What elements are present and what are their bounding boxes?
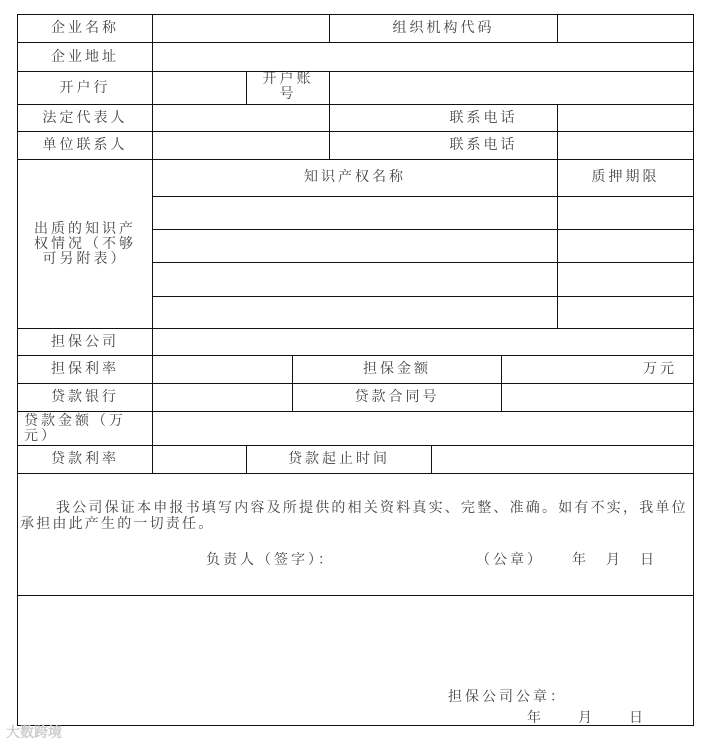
field-loan-bank[interactable] (152, 383, 293, 412)
field-phone-2[interactable] (557, 131, 694, 160)
label-loan-period: 贷款起止时间 (246, 445, 432, 474)
field-phone-1[interactable] (557, 104, 694, 132)
field-guarantee-amount[interactable] (501, 355, 694, 384)
label-guarantor: 担保公司 (17, 328, 153, 356)
header-pledge-term: 质押期限 (557, 159, 694, 197)
label-loan-amount: 贷款金额（万元） (17, 411, 153, 446)
field-account[interactable] (329, 71, 694, 105)
label-contact: 单位联系人 (17, 131, 153, 160)
unit-wan: 万元 (643, 361, 677, 377)
signer-label: 负责人（签字）： (206, 552, 335, 568)
statement-text: 我公司保证本申报书填写内容及所提供的相关资料真实、完整、准确。如有不实，我单位承担由此产生的一切责任。 (20, 500, 688, 532)
field-org-code[interactable] (557, 14, 694, 43)
header-ip-name: 知识产权名称 (152, 159, 558, 197)
field-loan-period[interactable] (431, 445, 694, 474)
guarantor-seal-date: 年 月 日 (527, 710, 646, 726)
field-loan-rate[interactable] (152, 445, 247, 474)
label-company-name: 企业名称 (17, 14, 153, 43)
label-guarantee-amount: 担保金额 (292, 355, 502, 384)
label-loan-contract: 贷款合同号 (292, 383, 502, 412)
field-ip-name-2[interactable] (152, 229, 558, 263)
field-ip-name-3[interactable] (152, 262, 558, 297)
field-pledge-term-2[interactable] (557, 229, 694, 263)
seal-label: （公章） (476, 552, 544, 568)
statement-date: 年 月 日 (572, 552, 657, 568)
field-ip-name-4[interactable] (152, 296, 558, 329)
field-company-name[interactable] (152, 14, 330, 43)
label-account: 开户账号 (246, 71, 330, 105)
field-guarantor[interactable] (152, 328, 694, 356)
label-loan-bank: 贷款银行 (17, 383, 153, 412)
field-loan-contract[interactable] (501, 383, 694, 412)
label-phone-1: 联系电话 (329, 104, 558, 132)
field-pledge-term-1[interactable] (557, 196, 694, 230)
field-contact[interactable] (152, 131, 330, 160)
field-pledge-term-4[interactable] (557, 296, 694, 329)
field-loan-amount[interactable] (152, 411, 694, 446)
label-guarantee-rate: 担保利率 (17, 355, 153, 384)
field-guarantee-rate[interactable] (152, 355, 293, 384)
label-org-code: 组织机构代码 (329, 14, 558, 43)
field-bank[interactable] (152, 71, 247, 105)
field-ip-name-1[interactable] (152, 196, 558, 230)
field-legal-rep[interactable] (152, 104, 330, 132)
guarantor-seal-label: 担保公司公章： (448, 689, 567, 705)
statement-box (17, 473, 694, 596)
label-bank: 开户行 (17, 71, 153, 105)
field-pledge-term-3[interactable] (557, 262, 694, 297)
field-address[interactable] (152, 42, 694, 72)
label-ip-section: 出质的知识产权情况（不够可另附表） (17, 159, 153, 329)
label-legal-rep: 法定代表人 (17, 104, 153, 132)
watermark: 大数跨境 (6, 725, 62, 741)
label-loan-rate: 贷款利率 (17, 445, 153, 474)
label-address: 企业地址 (17, 42, 153, 72)
label-phone-2: 联系电话 (329, 131, 558, 160)
